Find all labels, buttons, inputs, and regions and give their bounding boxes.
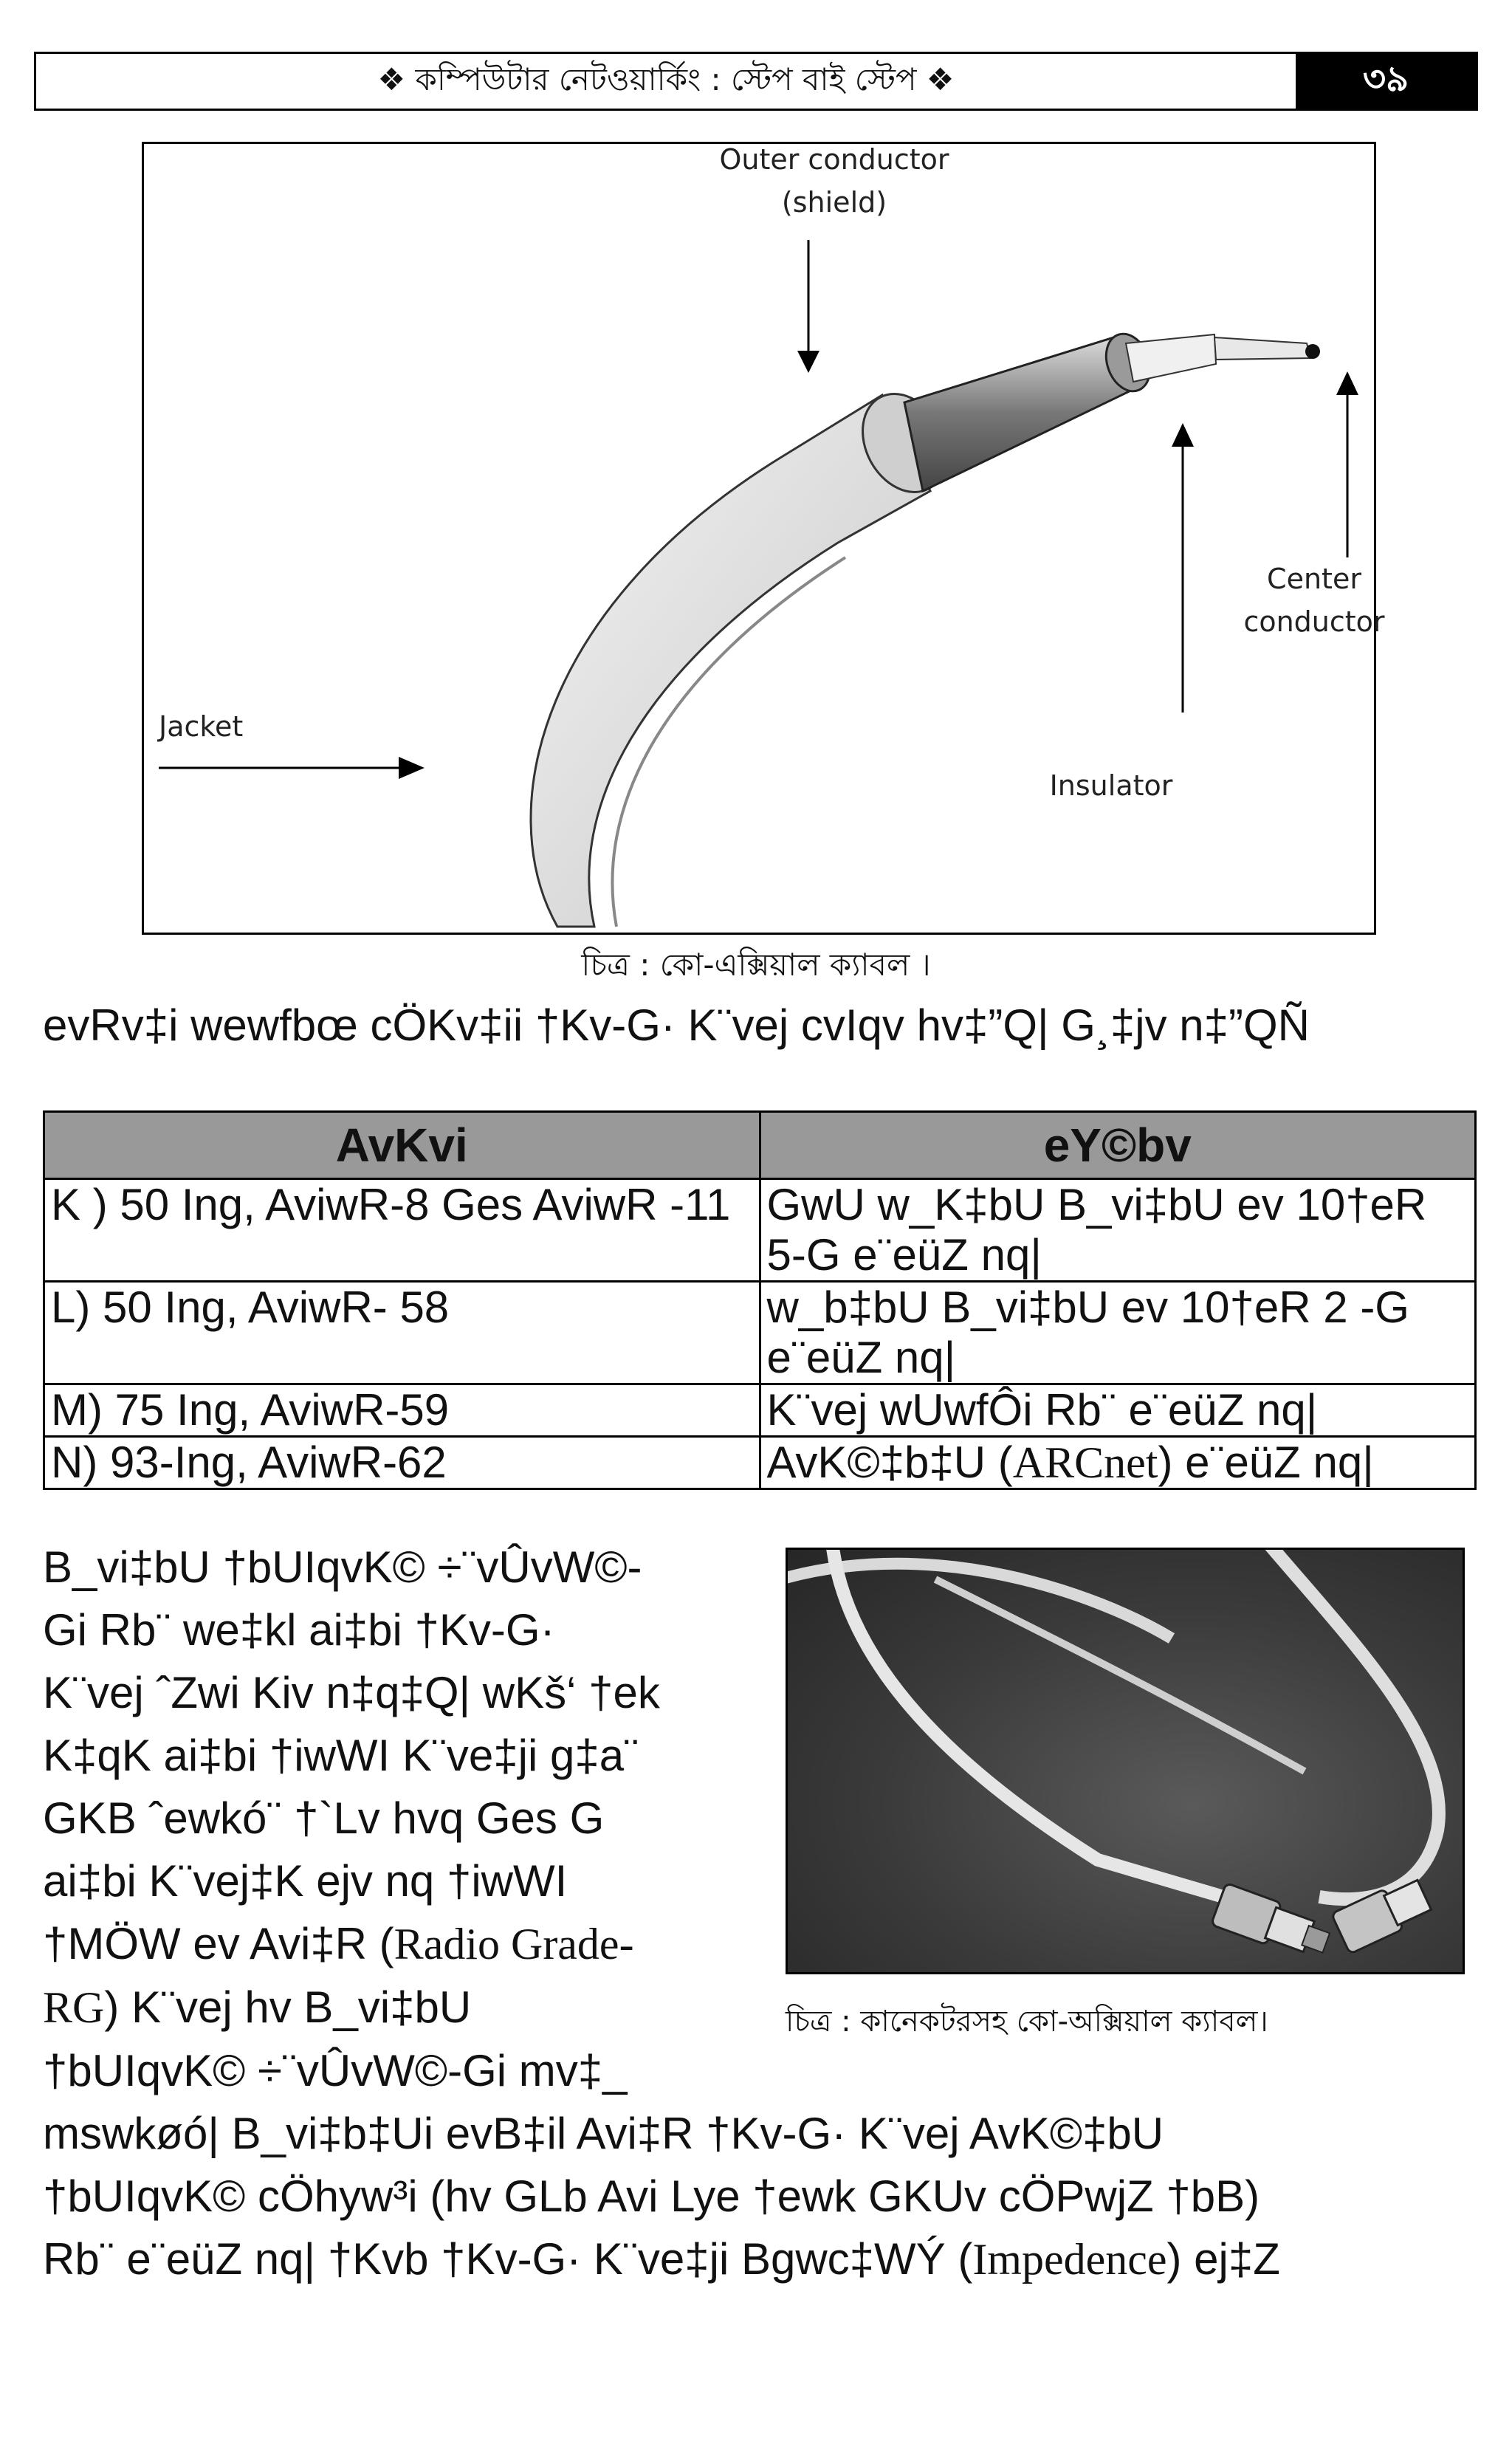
book-title: ❖ কম্পিউটার নেটওয়ার্কিং : স্টেপ বাই স্টেপ ❖	[377, 61, 955, 97]
column-header-size: AvKvi	[44, 1112, 760, 1179]
text-line: GKB ˆewkó¨ †`Lv hvq Ges G	[43, 1793, 605, 1843]
text-line	[43, 2228, 1475, 2291]
coaxial-cable-diagram	[142, 142, 1385, 935]
shield-text: (shield)	[781, 186, 887, 219]
figure2-caption: চিত্র : কানেকটরসহ কো-অক্সিয়াল ক্যাবল।	[786, 2005, 1268, 2039]
text-line: Gi Rb¨ we‡kl ai‡bi †Kv-G·	[43, 1605, 555, 1655]
figure1-caption: চিত্র : কো-এক্সিয়াল ক্যাবল ।	[581, 947, 931, 983]
arcnet-term: ARCnet	[1012, 1438, 1158, 1487]
text-line	[43, 1912, 752, 1976]
cell-text: ) e¨eüZ nq|	[1158, 1438, 1374, 1487]
coaxial-cable-photo	[786, 1548, 1465, 1974]
table-row	[44, 1282, 1476, 1384]
text-line: ai‡bi K¨vej‡K ejv nq †iwWI	[43, 1856, 568, 1906]
table-cell	[760, 1437, 1476, 1489]
text-line: K¨vej ˆZwi Kiv n‡q‡Q| wKš‘ †ek	[43, 1668, 660, 1717]
text-span: ) ej‡Z	[1166, 2234, 1280, 2284]
table-cell: w_b‡bU B_vi‡bU ev 10†eR 2 -G e¨eüZ nq|	[760, 1282, 1476, 1384]
page-number: ৩৯	[1296, 54, 1476, 109]
table-row	[44, 1437, 1476, 1489]
center-text: Center	[1267, 563, 1361, 595]
outer-conductor-label	[687, 138, 982, 224]
table-cell: L) 50 Ing, AviwR- 58	[44, 1282, 760, 1384]
table-cell: K ) 50 Ing, AviwR-8 Ges AviwR -11	[44, 1179, 760, 1282]
coaxial-cable-illustration	[144, 144, 1374, 933]
table-cell: K¨vej wUwfÔi Rb¨ e¨eüZ nq|	[760, 1384, 1476, 1437]
text-span: Rb¨ e¨eüZ nq| †Kvb †Kv-G· K¨ve‡ji Bgwc‡WÝ (	[43, 2234, 973, 2284]
page-header	[34, 52, 1478, 111]
radio-grade-term: Radio Grade-	[394, 1920, 634, 1968]
jacket-label: Jacket	[159, 710, 244, 743]
text-span: ) K¨vej hv B_vi‡bU	[104, 1982, 472, 2032]
table-cell: N) 93-Ing, AviwR-62	[44, 1437, 760, 1489]
table-cell: M) 75 Ing, AviwR-59	[44, 1384, 760, 1437]
text-line: †bUIqvK© cÖhyw³i (hv GLb Avi Lye †ewk GKUv cÖPwjZ †bB)	[43, 2171, 1260, 2221]
intro-paragraph: evRv‡i wewfbœ cÖKv‡ii †Kv-G· K¨vej cvIqv hv‡”Q| G¸‡jv n‡”QÑ	[43, 1000, 1310, 1050]
table-row	[44, 1179, 1476, 1282]
rg-term: RG	[43, 1983, 105, 2032]
insulator-label: Insulator	[1049, 769, 1173, 802]
text-line: K‡qK ai‡bi †iwWI K¨ve‡ji g‡a¨	[43, 1731, 639, 1780]
table-row	[44, 1384, 1476, 1437]
cable-with-connectors-image	[788, 1550, 1463, 1972]
cell-text: AvK©‡b‡U (	[766, 1438, 1013, 1487]
table-cell: GwU w_K‡bU B_vi‡bU ev 10†eR 5-G e¨eüZ nq|	[760, 1179, 1476, 1282]
text-line: mswkøó| B_vi‡b‡Ui evB‡il Avi‡R †Kv-G· K¨vej AvK©‡bU	[43, 2109, 1164, 2158]
table-header-row	[44, 1112, 1476, 1179]
text-line: B_vi‡bU †bUIqvK© ÷¨vÛvW©-	[43, 1542, 642, 1592]
outer-conductor-text: Outer conductor	[719, 143, 949, 176]
column-header-description: eY©bv	[760, 1112, 1476, 1179]
text-line: †bUIqvK© ÷¨vÛvW©-Gi mv‡_	[43, 2046, 628, 2095]
text-span: †MÖW ev Avi‡R (	[43, 1919, 394, 1968]
text-line	[43, 1976, 752, 2039]
cable-types-table	[43, 1110, 1477, 1490]
impedence-term: Impedence	[972, 2235, 1167, 2284]
conductor-text: conductor	[1243, 605, 1385, 638]
center-conductor-label	[1229, 557, 1399, 643]
